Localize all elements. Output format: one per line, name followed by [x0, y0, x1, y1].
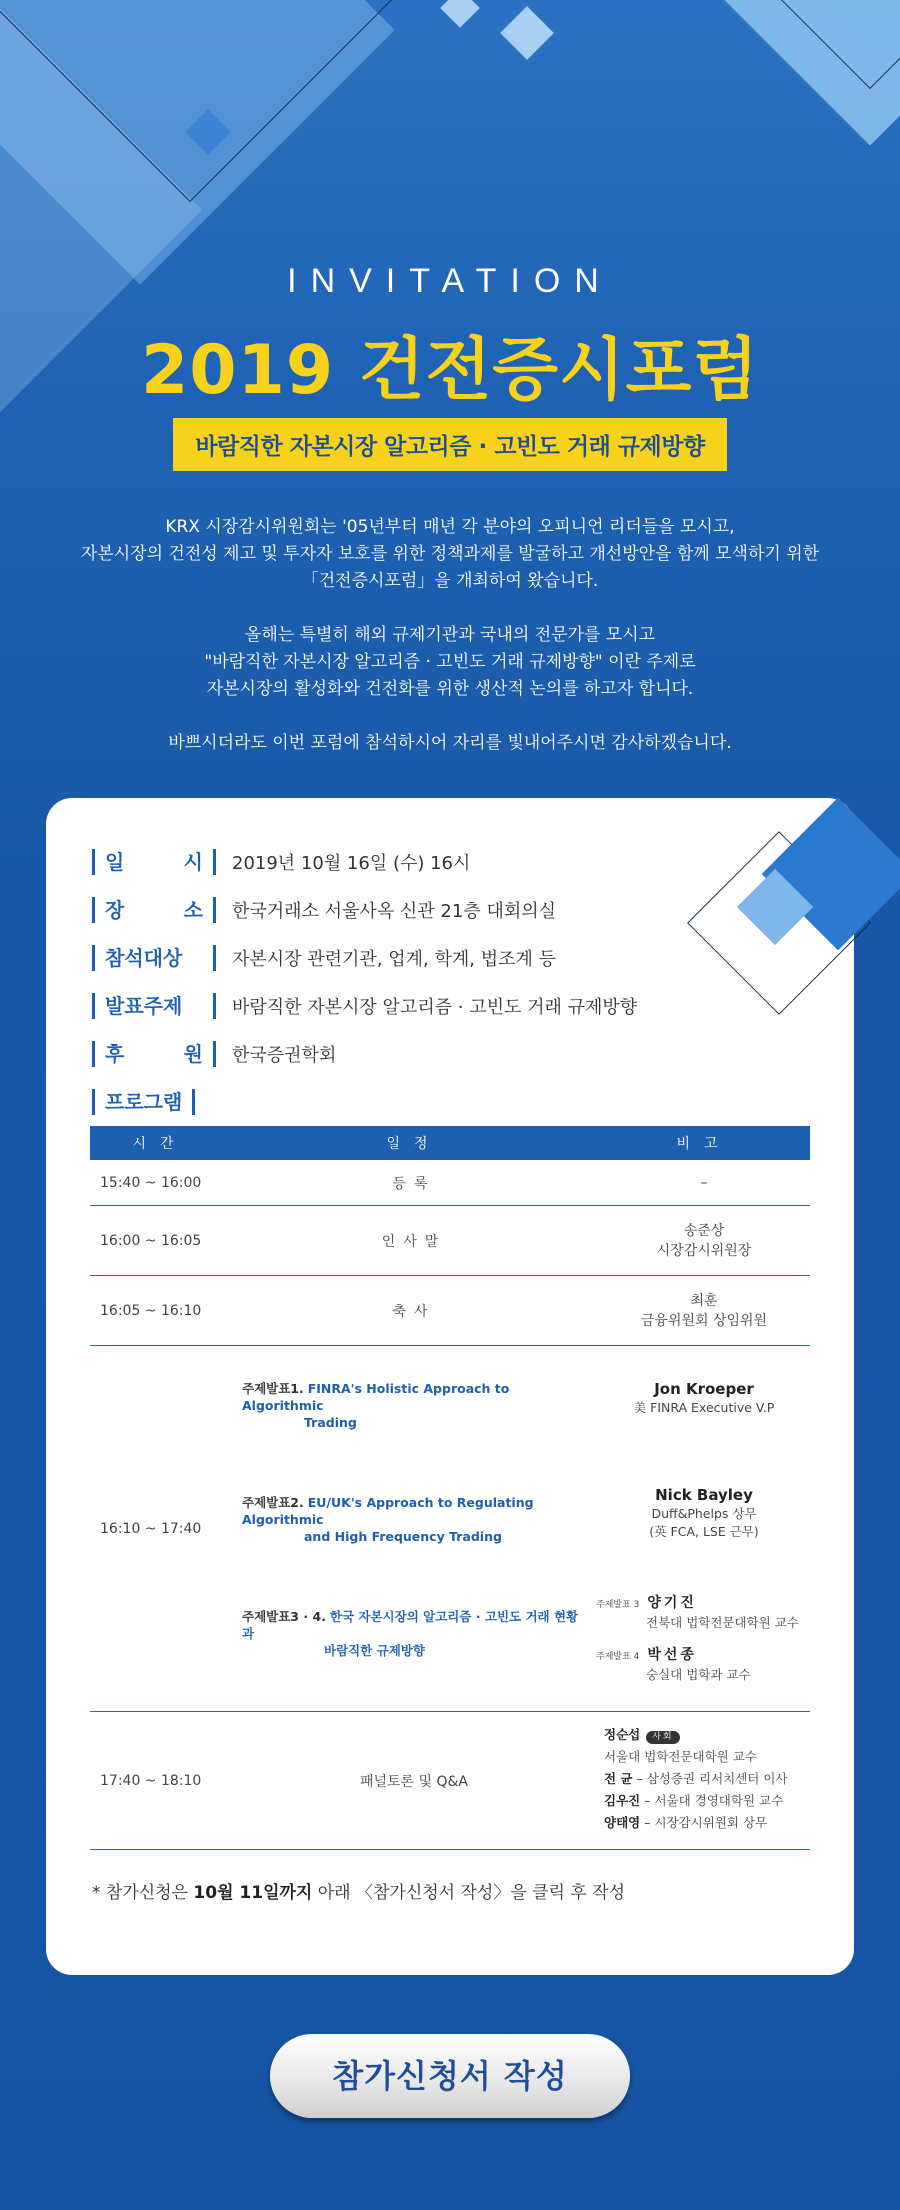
table-row — [90, 1712, 810, 1850]
moderator-tag: 사회 — [646, 1731, 679, 1744]
talk-tag: 주제발표2. — [242, 1495, 304, 1510]
panelist-role: – 시장감시위원회 상무 — [644, 1815, 768, 1830]
table-row — [90, 1160, 810, 1206]
speaker-role: 숭실대 법학과 교수 — [646, 1667, 751, 1682]
info-value: 바람직한 자본시장 알고리즘 · 고빈도 거래 규제방향 — [232, 997, 638, 1018]
intro-paragraph-3: 바쁘시더라도 이번 포럼에 참석하시어 자리를 빛내어주시면 감사하겠습니다. — [168, 733, 732, 753]
talk-title: EU/UK's Approach to Regulating Algorithmic — [242, 1495, 534, 1527]
speaker-name: Jon Kroeper — [654, 1380, 754, 1398]
note-suffix: 아래 〈참가신청서 작성〉을 클릭 후 작성 — [312, 1883, 626, 1903]
time-cell: 17:40 ~ 18:10 — [100, 1772, 202, 1789]
panelist-name: 전 균 — [604, 1771, 633, 1786]
moderator-role: 서울대 법학전문대학원 교수 — [604, 1749, 757, 1764]
intro-line: "바람직한 자본시장 알고리즘 · 고빈도 거래 규제방향" 이란 주제로 — [204, 652, 696, 672]
info-row-sponsor — [92, 1030, 637, 1078]
info-label: 발표주제 — [92, 993, 216, 1019]
speaker-1 — [598, 1380, 810, 1417]
panelist-name: 김우진 — [604, 1793, 641, 1808]
talk-tag: 주제발표3 · 4. — [242, 1609, 326, 1624]
panelist — [604, 1790, 788, 1812]
info-label — [92, 849, 216, 875]
intro-line: KRX 시장감시위원회는 '05년부터 매년 각 분야의 오피니언 리더들을 모시고, — [165, 517, 735, 537]
talk-title: Trading — [304, 1415, 357, 1430]
program-table — [90, 1126, 810, 1850]
note-cell — [598, 1291, 810, 1331]
speaker-name: Nick Bayley — [655, 1486, 753, 1504]
talk-title: and High Frequency Trading — [304, 1529, 502, 1544]
info-label: 참석대상 — [92, 945, 216, 971]
panelist — [604, 1812, 788, 1834]
register-button[interactable]: 참가신청서 작성 — [270, 2034, 630, 2118]
panelist-role: – 서울대 경영대학원 교수 — [644, 1793, 784, 1808]
info-value: 2019년 10월 16일 (수) 16시 — [232, 853, 471, 874]
speaker-4 — [596, 1646, 816, 1684]
info-value: 한국거래소 서울사옥 신관 21층 대회의실 — [232, 901, 556, 922]
speaker-role: 美 FINRA Executive V.P — [633, 1400, 775, 1415]
event-info-list — [92, 838, 637, 1126]
note-deadline: 10월 11일까지 — [193, 1883, 313, 1903]
speaker-2 — [598, 1486, 810, 1541]
cta-wrap — [0, 2034, 900, 2118]
event-info-card — [46, 798, 854, 1975]
speaker-name: 양기진 — [647, 1595, 697, 1611]
label-char: 일 — [105, 850, 125, 874]
table-row — [90, 1276, 810, 1346]
info-label: 프로그램 — [92, 1089, 195, 1115]
invitation-kicker: INVITATION — [287, 262, 613, 300]
info-label — [92, 897, 216, 923]
talk-title: FINRA's Holistic Approach to Algorithmic — [242, 1381, 510, 1413]
speaker-3 — [596, 1594, 816, 1632]
note-cell — [598, 1221, 810, 1261]
talk-title: 바람직한 규제방향 — [324, 1643, 425, 1658]
intro-line: 자본시장의 건전성 제고 및 투자자 보호를 위한 정책과제를 발굴하고 개선방안을 함께 모색하기 위한 — [80, 544, 820, 564]
table-row — [90, 1346, 810, 1712]
speaker-name: 박선종 — [647, 1647, 697, 1663]
time-cell: 15:40 ~ 16:00 — [100, 1174, 202, 1191]
label-char: 시 — [183, 850, 203, 874]
panelist — [604, 1768, 788, 1790]
intro-paragraph-1 — [0, 514, 900, 595]
column-header: 시간 — [132, 1136, 188, 1152]
panelist-name: 양태영 — [604, 1815, 641, 1830]
event-cell: 축사 — [392, 1303, 436, 1320]
panelist-role: – 삼성증권 리서치센터 이사 — [636, 1771, 788, 1786]
event-cell: 인사말 — [381, 1233, 447, 1250]
column-header: 비고 — [676, 1136, 732, 1152]
moderator-name: 정순섭 — [604, 1727, 641, 1742]
info-row-program — [92, 1078, 637, 1126]
label-char: 장 — [105, 898, 125, 922]
moderator — [604, 1724, 788, 1746]
table-header — [90, 1126, 810, 1160]
info-row-date — [92, 838, 637, 886]
note-role: 금융위원회 상임위원 — [640, 1312, 768, 1329]
talk-1 — [242, 1380, 572, 1431]
note-cell: – — [700, 1174, 708, 1191]
label-char: 원 — [183, 1042, 203, 1066]
event-cell: 패널토론 및 Q&A — [359, 1773, 469, 1790]
info-value: 자본시장 관련기관, 업계, 학계, 법조계 등 — [232, 949, 556, 970]
note-prefix: * 참가신청은 — [92, 1883, 194, 1903]
note-role: 시장감시위원장 — [656, 1242, 752, 1259]
time-cell: 16:10 ~ 17:40 — [100, 1520, 202, 1537]
info-value: 한국증권학회 — [232, 1045, 337, 1066]
speaker-tag: 주제발표 3 — [596, 1600, 640, 1610]
speaker-role: Duff&Phelps 상무 — [651, 1506, 757, 1521]
talk-tag: 주제발표1. — [242, 1381, 304, 1396]
intro-line: 「건전증시포럼」을 개최하여 왔습니다. — [301, 571, 599, 591]
intro-paragraph-2 — [0, 622, 900, 703]
speaker-role: (英 FCA, LSE 근무) — [649, 1524, 759, 1539]
note-name: 송준상 — [683, 1222, 725, 1239]
info-label — [92, 1041, 216, 1067]
label-char: 후 — [105, 1042, 125, 1066]
panel-list — [604, 1724, 788, 1834]
intro-line: 올해는 특별히 해외 규제기관과 국내의 전문가를 모시고 — [244, 625, 656, 645]
talk-3-4 — [242, 1608, 582, 1659]
talk-title: 한국 자본시장의 알고리즘 · 고빈도 거래 현황과 — [242, 1609, 579, 1641]
registration-note — [92, 1878, 625, 1903]
note-name: 최훈 — [690, 1292, 718, 1309]
column-header: 일정 — [386, 1136, 442, 1152]
time-cell: 16:00 ~ 16:05 — [100, 1232, 202, 1249]
talk-2 — [242, 1494, 572, 1545]
event-title: 2019 건전증시포럼 — [140, 331, 760, 410]
time-cell: 16:05 ~ 16:10 — [100, 1302, 202, 1319]
intro-text — [0, 514, 900, 784]
table-row — [90, 1206, 810, 1276]
event-cell: 등록 — [392, 1175, 436, 1192]
event-subtitle: 바람직한 자본시장 알고리즘 · 고빈도 거래 규제방향 — [173, 418, 726, 471]
intro-line: 자본시장의 활성화와 건전화를 위한 생산적 논의를 하고자 합니다. — [206, 679, 694, 699]
info-row-place — [92, 886, 637, 934]
label-char: 소 — [183, 898, 203, 922]
speaker-tag: 주제발표 4 — [596, 1652, 640, 1662]
speaker-role: 전북대 법학전문대학원 교수 — [646, 1615, 799, 1630]
subtitle-wrap — [0, 418, 900, 471]
info-row-audience — [92, 934, 637, 982]
info-row-topic — [92, 982, 637, 1030]
